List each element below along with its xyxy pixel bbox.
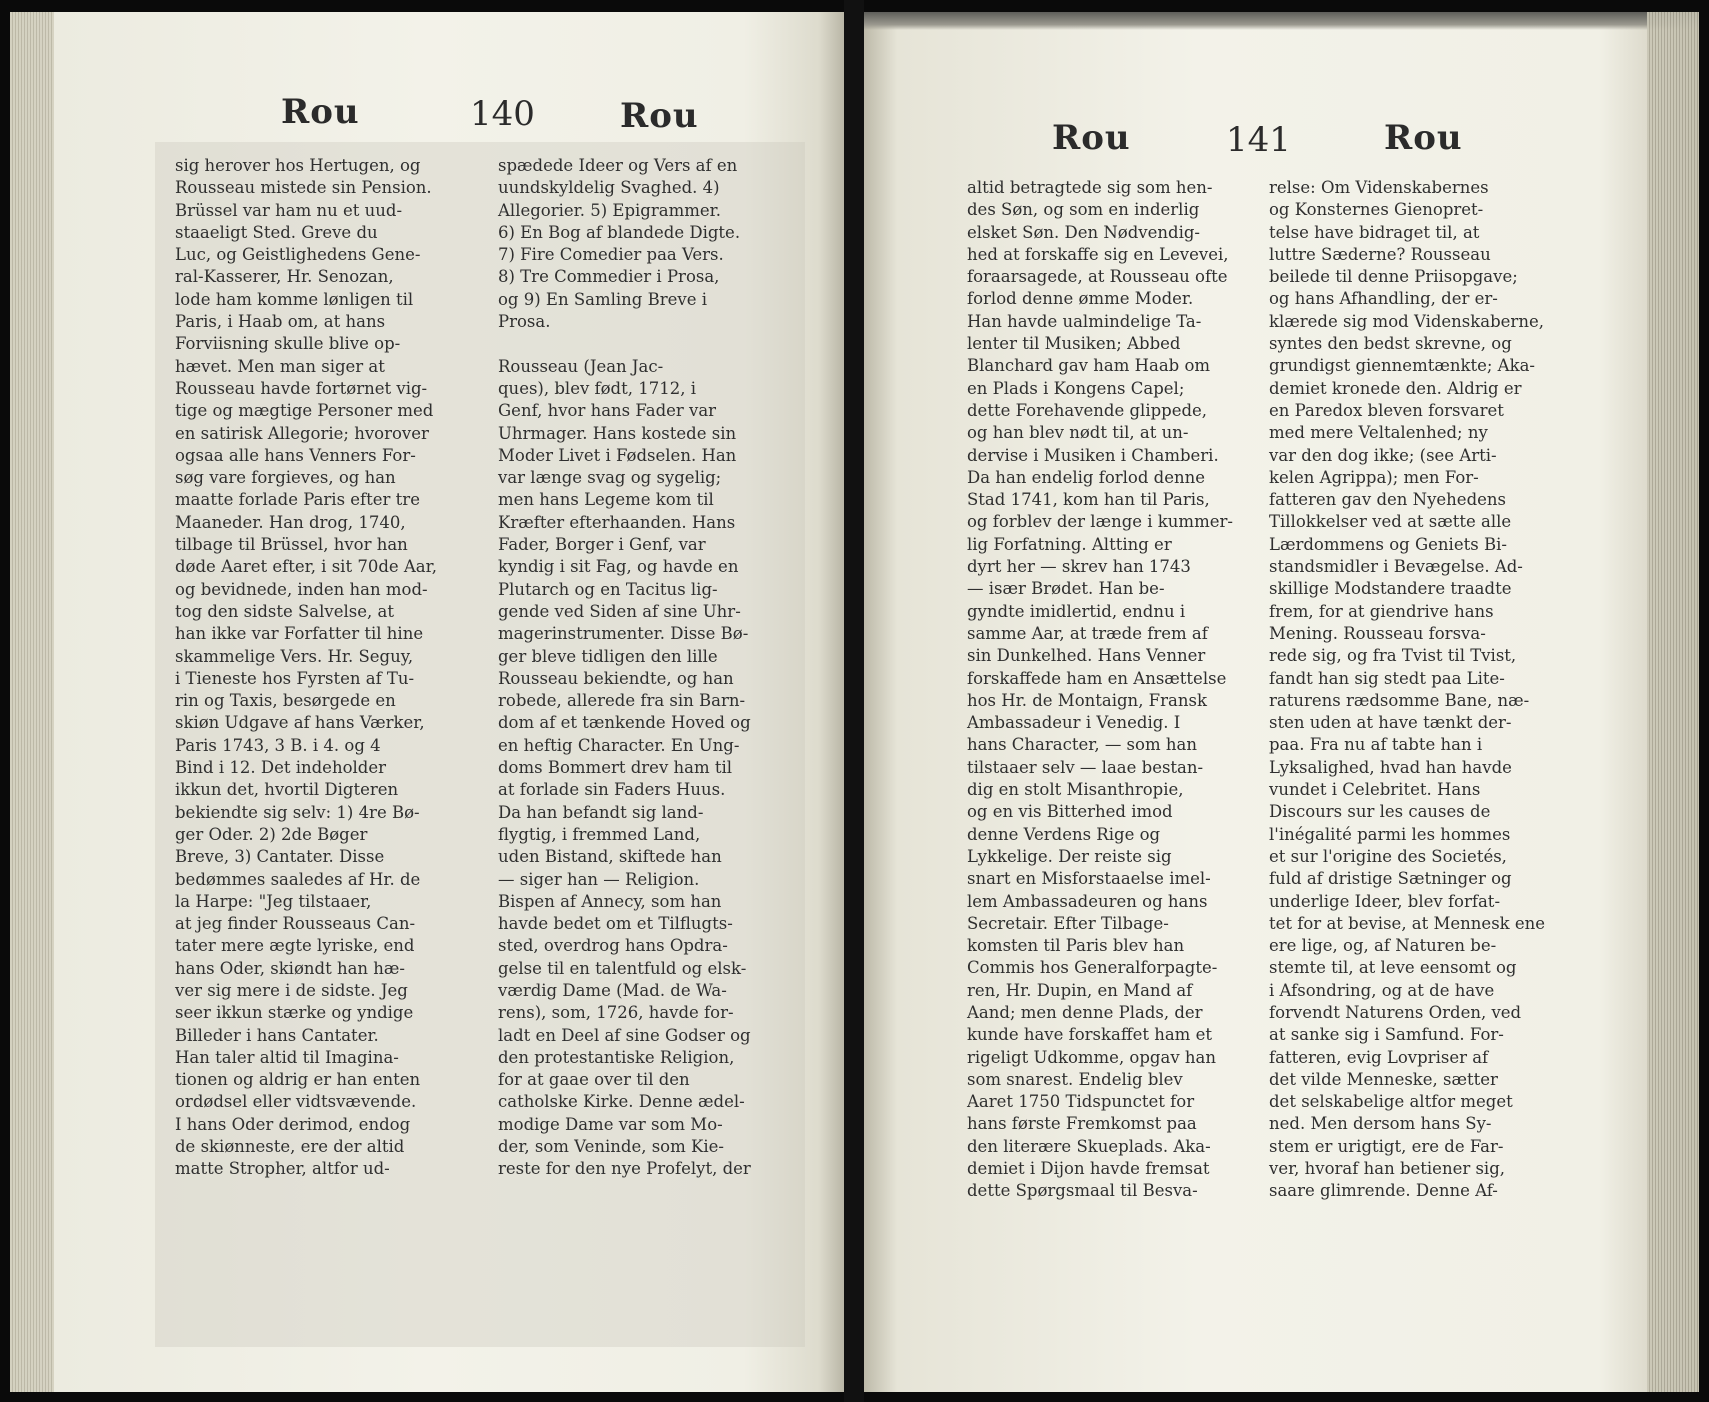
text-line: Aand; men denne Plads, der <box>967 1002 1203 1022</box>
text-line: et sur l'origine des Societés, <box>1269 846 1507 866</box>
text-line: syntes den bedst skrevne, og <box>1269 334 1512 354</box>
text-line: havde bedet om et Tilflugts- <box>498 914 733 934</box>
header-right-word: Rou <box>620 96 699 136</box>
text-line: Commis hos Generalforpagte- <box>967 958 1218 978</box>
text-line: matte Stropher, altfor ud- <box>175 1159 390 1179</box>
text-line: Billeder i hans Cantater. <box>175 1025 379 1045</box>
text-line: Discours sur les causes de <box>1269 802 1491 822</box>
text-line: 8) Tre Commedier i Prosa, <box>498 267 720 287</box>
text-line: Han havde ualmindelige Ta- <box>967 311 1202 331</box>
text-line: bedømmes saaledes af Hr. de <box>175 869 421 889</box>
book-gutter <box>844 0 864 1402</box>
text-line: stem er urigtigt, ere de Far- <box>1269 1136 1504 1156</box>
text-line: lode ham komme lønligen til <box>175 289 414 309</box>
text-line: frem, for at giendrive hans <box>1269 601 1494 621</box>
text-line: Secretair. Efter Tilbage- <box>967 913 1169 933</box>
text-line: robede, allerede fra sin Barn- <box>498 691 746 711</box>
text-line: Fader, Borger i Genf, var <box>498 535 706 555</box>
text-line: ren, Hr. Dupin, en Mand af <box>967 980 1193 1000</box>
text-line: forskaffede ham en Ansættelse <box>967 668 1227 688</box>
text-line: vundet i Celebritet. Hans <box>1269 780 1481 800</box>
text-line: Uhrmager. Hans kostede sin <box>498 423 737 443</box>
text-line: raturens rædsomme Bane, næ- <box>1269 690 1530 710</box>
text-line: paa. Fra nu af tabte han i <box>1269 735 1483 755</box>
text-line: ordødsel eller vidtsvævende. <box>175 1092 417 1112</box>
text-line: spædede Ideer og Vers af en <box>498 156 738 175</box>
text-line: ver, hvoraf han betiener sig, <box>1269 1159 1506 1179</box>
text-line: catholske Kirke. Denne ædel- <box>498 1092 745 1112</box>
text-line: denne Verdens Rige og <box>967 824 1161 844</box>
text-line: Lærdommens og Geniets Bi- <box>1269 534 1507 554</box>
text-line: Forviisning skulle blive op- <box>175 334 401 354</box>
text-line: og Konsternes Gienopret- <box>1269 200 1484 220</box>
text-line: Lykkelige. Der reiste sig <box>967 846 1172 866</box>
text-line: han ikke var Forfatter til hine <box>175 624 424 644</box>
text-line: fatteren, evig Lovpriser af <box>1269 1047 1489 1067</box>
text-line: Luc, og Geistlighedens Gene- <box>175 245 421 265</box>
page-edge-stack <box>1647 12 1699 1392</box>
text-line: Mening. Rousseau forsva- <box>1269 623 1486 643</box>
text-line: uden Bistand, skiftede han <box>498 847 722 867</box>
text-line: doms Bommert drev ham til <box>498 758 733 778</box>
header-right-word: Rou <box>1384 118 1463 158</box>
text-line: Da han endelig forlod denne <box>967 467 1206 487</box>
text-line: ere lige, og, af Naturen be- <box>1269 936 1497 956</box>
text-line: snart en Misforstaaelse imel- <box>967 869 1211 889</box>
text-line: den protestantiske Religion, <box>498 1047 735 1067</box>
text-line: og bevidnede, inden han mod- <box>175 579 428 599</box>
text-line: med mere Veltalenhed; ny <box>1269 423 1488 443</box>
page-top-edge <box>864 12 1699 30</box>
text-line: og en vis Bitterhed imod <box>967 802 1173 822</box>
text-line: de skiønneste, ere der altid <box>175 1137 405 1157</box>
text-line: en Paredox bleven forsvaret <box>1269 400 1504 420</box>
text-line: kunde have forskaffet ham et <box>967 1025 1212 1045</box>
text-line: dyrt her — skrev han 1743 <box>967 557 1191 577</box>
text-line: kelen Agrippa); men For- <box>1269 467 1479 487</box>
text-line: rin og Taxis, besørgede en <box>175 691 396 711</box>
text-line: klærede sig mod Videnskaberne, <box>1269 311 1544 331</box>
text-line: I hans Oder derimod, endog <box>175 1114 411 1134</box>
text-line: tater mere ægte lyriske, end <box>175 936 415 956</box>
text-line: rens), som, 1726, havde for- <box>498 1003 734 1023</box>
text-line: lenter til Musiken; Abbed <box>967 334 1181 354</box>
text-line: Rousseau bekiendte, og han <box>498 668 734 688</box>
page-edge-stack <box>10 12 54 1392</box>
text-line: ques), blev født, 1712, i <box>498 378 696 398</box>
text-line: skammelige Vers. Hr. Seguy, <box>175 646 414 666</box>
text-line: kyndig i sit Fag, og havde en <box>498 557 739 577</box>
text-line: der, som Veninde, som Kie- <box>498 1137 724 1157</box>
text-line: samme Aar, at træde frem af <box>967 623 1208 643</box>
text-line: i Tieneste hos Fyrsten af Tu- <box>175 668 415 688</box>
text-line: modige Dame var som Mo- <box>498 1114 723 1134</box>
text-line: uundskyldelig Svaghed. 4) <box>498 178 720 198</box>
text-line: rede sig, og fra Tvist til Tvist, <box>1269 646 1517 666</box>
text-line: elsket Søn. Den Nødvendig- <box>967 222 1200 242</box>
text-line: Bind i 12. Det indeholder <box>175 758 386 778</box>
text-line: beilede til denne Priisopgave; <box>1269 267 1518 287</box>
text-line: saare glimrende. Denne Af- <box>1269 1181 1498 1201</box>
text-line: en Plads i Kongens Capel; <box>967 378 1185 398</box>
text-line: den literære Skueplads. Aka- <box>967 1136 1211 1156</box>
text-line: skiøn Udgave af hans Værker, <box>175 713 425 733</box>
text-line: lig Forfatning. Altting er <box>967 534 1172 554</box>
text-line: grundigst giennemtænkte; Aka- <box>1269 356 1536 376</box>
text-line: Han taler altid til Imagina- <box>175 1047 399 1067</box>
text-line: Bispen af Annecy, som han <box>498 891 722 911</box>
text-line: var den dog ikke; (see Arti- <box>1269 445 1497 465</box>
text-line: underlige Ideer, blev forfat- <box>1269 891 1501 911</box>
text-line: og 9) En Samling Breve i <box>498 289 707 309</box>
text-line: Prosa. <box>498 312 551 332</box>
page-number: 140 <box>470 94 535 134</box>
text-line: reste for den nye Profelyt, der <box>498 1159 751 1179</box>
header-left-word: Rou <box>1052 118 1131 158</box>
text-line: telse have bidraget til, at <box>1269 222 1480 242</box>
text-line: des Søn, og som en inderlig <box>967 200 1200 220</box>
text-line: en satirisk Allegorie; hvorover <box>175 423 429 443</box>
text-line: og han blev nødt til, at un- <box>967 423 1189 443</box>
text-line: bekiendte sig selv: 1) 4re Bø- <box>175 802 420 822</box>
text-line: 6) En Bog af blandede Digte. <box>498 222 741 242</box>
text-line: sin Dunkelhed. Hans Venner <box>967 646 1206 666</box>
text-line: at jeg finder Rousseaus Can- <box>175 914 416 934</box>
text-line: Rousseau (Jean Jac- <box>498 356 664 376</box>
text-line: ver sig mere i de sidste. Jeg <box>175 980 408 1000</box>
text-line: Lyksalighed, hvad han havde <box>1269 757 1512 777</box>
text-line: Rousseau havde fortørnet vig- <box>175 378 428 398</box>
text-line: foraarsagede, at Rousseau ofte <box>967 267 1228 287</box>
text-line: ral-Kasserer, Hr. Senozan, <box>175 267 394 287</box>
text-line: det vilde Menneske, sætter <box>1269 1069 1498 1089</box>
text-line: i Afsondring, og at de have <box>1269 980 1495 1000</box>
text-line: som snarest. Endelig blev <box>967 1069 1183 1089</box>
text-column-1 <box>967 177 1257 1203</box>
text-line: Stad 1741, kom han til Paris, <box>967 490 1210 510</box>
text-line <box>498 333 803 355</box>
text-line: lem Ambassadeuren og hans <box>967 891 1208 911</box>
text-line: tog den sidste Salvelse, at <box>175 601 394 621</box>
text-column-2 <box>1269 177 1574 1203</box>
text-line: Da han befandt sig land- <box>498 802 704 822</box>
text-line: Paris, i Haab om, at hans <box>175 312 386 332</box>
text-line: at forlade sin Faders Huus. <box>498 780 726 800</box>
text-line: Allegorier. 5) Epigrammer. <box>498 200 721 220</box>
text-line: skillige Modstandere traadte <box>1269 579 1512 599</box>
text-line: altid betragtede sig som hen- <box>967 178 1213 197</box>
text-line: ikkun det, hvortil Digteren <box>175 780 399 800</box>
text-line: la Harpe: "Jeg tilstaaer, <box>175 891 372 911</box>
text-line: — især Brødet. Han be- <box>967 579 1165 599</box>
text-line: og hans Afhandling, der er- <box>1269 289 1498 309</box>
text-line: forlod denne ømme Moder. <box>967 289 1194 309</box>
text-line: hævet. Men man siger at <box>175 356 385 376</box>
text-line: dette Spørgsmaal til Besva- <box>967 1181 1198 1201</box>
text-line: Moder Livet i Fødselen. Han <box>498 445 737 465</box>
text-line: ogsaa alle hans Venners For- <box>175 445 416 465</box>
text-line: for at gaae over til den <box>498 1070 690 1090</box>
text-line: relse: Om Videnskabernes <box>1269 178 1489 197</box>
text-line: ladt en Deel af sine Godser og <box>498 1025 751 1045</box>
text-line: hans Oder, skiøndt han hæ- <box>175 958 406 978</box>
text-line: rigeligt Udkomme, opgav han <box>967 1047 1216 1067</box>
text-line: dom af et tænkende Hoved og <box>498 713 751 733</box>
text-line: gyndte imidlertid, endnu i <box>967 601 1186 621</box>
text-line: gende ved Siden af sine Uhr- <box>498 601 741 621</box>
text-line: stemte til, at leve eensomt og <box>1269 958 1517 978</box>
text-line: staaeligt Sted. Greve du <box>175 222 378 242</box>
text-line: ger Oder. 2) 2de Bøger <box>175 824 368 844</box>
text-line: tet for at bevise, at Mennesk ene <box>1269 913 1546 933</box>
right-page <box>864 12 1699 1392</box>
text-line: fatteren gav den Nyehedens <box>1269 490 1506 510</box>
text-line: sted, overdrog hans Opdra- <box>498 936 728 956</box>
text-line: dig en stolt Misanthropie, <box>967 780 1184 800</box>
text-line: at sanke sig i Samfund. For- <box>1269 1025 1504 1045</box>
text-line: Breve, 3) Cantater. Disse <box>175 847 385 867</box>
text-line: døde Aaret efter, i sit 70de Aar, <box>175 557 437 577</box>
text-line: Blanchard gav ham Haab om <box>967 356 1211 376</box>
text-line: en heftig Character. En Ung- <box>498 735 740 755</box>
text-line: ger bleve tidligen den lille <box>498 646 718 666</box>
text-line: demiet i Dijon havde fremsat <box>967 1159 1210 1179</box>
text-line: dette Forehavende glippede, <box>967 400 1208 420</box>
text-line: men hans Legeme kom til <box>498 490 714 510</box>
left-page <box>10 12 844 1392</box>
text-column-1 <box>175 155 480 1181</box>
text-line: Maaneder. Han drog, 1740, <box>175 512 406 532</box>
text-line: Tillokkelser ved at sætte alle <box>1269 512 1512 532</box>
header-left-word: Rou <box>281 92 360 132</box>
text-line: sten uden at have tænkt der- <box>1269 713 1512 733</box>
text-line: l'inégalité parmi les hommes <box>1269 824 1511 844</box>
text-line: fuld af dristige Sætninger og <box>1269 869 1512 889</box>
text-line: sig herover hos Hertugen, og <box>175 156 421 175</box>
text-line: forvendt Naturens Orden, ved <box>1269 1002 1522 1022</box>
text-line: — siger han — Religion. <box>498 869 700 889</box>
text-line: magerinstrumenter. Disse Bø- <box>498 624 749 644</box>
text-line: hans Character, — som han <box>967 735 1197 755</box>
text-line: og forblev der længe i kummer- <box>967 512 1233 532</box>
text-line: tionen og aldrig er han enten <box>175 1070 421 1090</box>
text-line: værdig Dame (Mad. de Wa- <box>498 980 727 1000</box>
text-line: hed at forskaffe sig en Levevei, <box>967 244 1229 264</box>
text-line: komsten til Paris blev han <box>967 936 1185 956</box>
text-line: søg vare forgieves, og han <box>175 468 396 488</box>
text-line: det selskabelige altfor meget <box>1269 1092 1513 1112</box>
text-line: tilstaaer selv — laae bestan- <box>967 757 1204 777</box>
text-line: dervise i Musiken i Chamberi. <box>967 445 1219 465</box>
text-line: Plutarch og en Tacitus lig- <box>498 579 718 599</box>
text-line: luttre Sæderne? Rousseau <box>1269 244 1491 264</box>
page-number: 141 <box>1226 120 1291 160</box>
text-line: tilbage til Brüssel, hvor han <box>175 535 408 555</box>
text-line: 7) Fire Comedier paa Vers. <box>498 245 724 265</box>
text-line: gelse til en talentfuld og elsk- <box>498 958 747 978</box>
text-line: Rousseau mistede sin Pension. <box>175 178 432 198</box>
text-line: flygtig, i fremmed Land, <box>498 824 701 844</box>
text-line: hans første Fremkomst paa <box>967 1114 1197 1134</box>
text-line: Aaret 1750 Tidspunctet for <box>967 1092 1195 1112</box>
text-line: Genf, hvor hans Fader var <box>498 401 717 421</box>
text-line: Ambassadeur i Venedig. I <box>967 713 1181 733</box>
text-line: Paris 1743, 3 B. i 4. og 4 <box>175 735 381 755</box>
text-line: Kræfter efterhaanden. Hans <box>498 512 736 532</box>
text-column-2 <box>498 155 803 1181</box>
text-line: Brüssel var ham nu et uud- <box>175 200 403 220</box>
text-line: maatte forlade Paris efter tre <box>175 490 420 510</box>
text-line: standsmidler i Bevægelse. Ad- <box>1269 557 1523 577</box>
text-line: hos Hr. de Montaign, Fransk <box>967 690 1207 710</box>
text-line: seer ikkun stærke og yndige <box>175 1003 414 1023</box>
text-line: tige og mægtige Personer med <box>175 401 434 421</box>
text-line: ned. Men dersom hans Sy- <box>1269 1114 1492 1134</box>
text-line: fandt han sig stedt paa Lite- <box>1269 668 1505 688</box>
text-line: var længe svag og sygelig; <box>498 468 722 488</box>
text-line: demiet kronede den. Aldrig er <box>1269 378 1522 398</box>
